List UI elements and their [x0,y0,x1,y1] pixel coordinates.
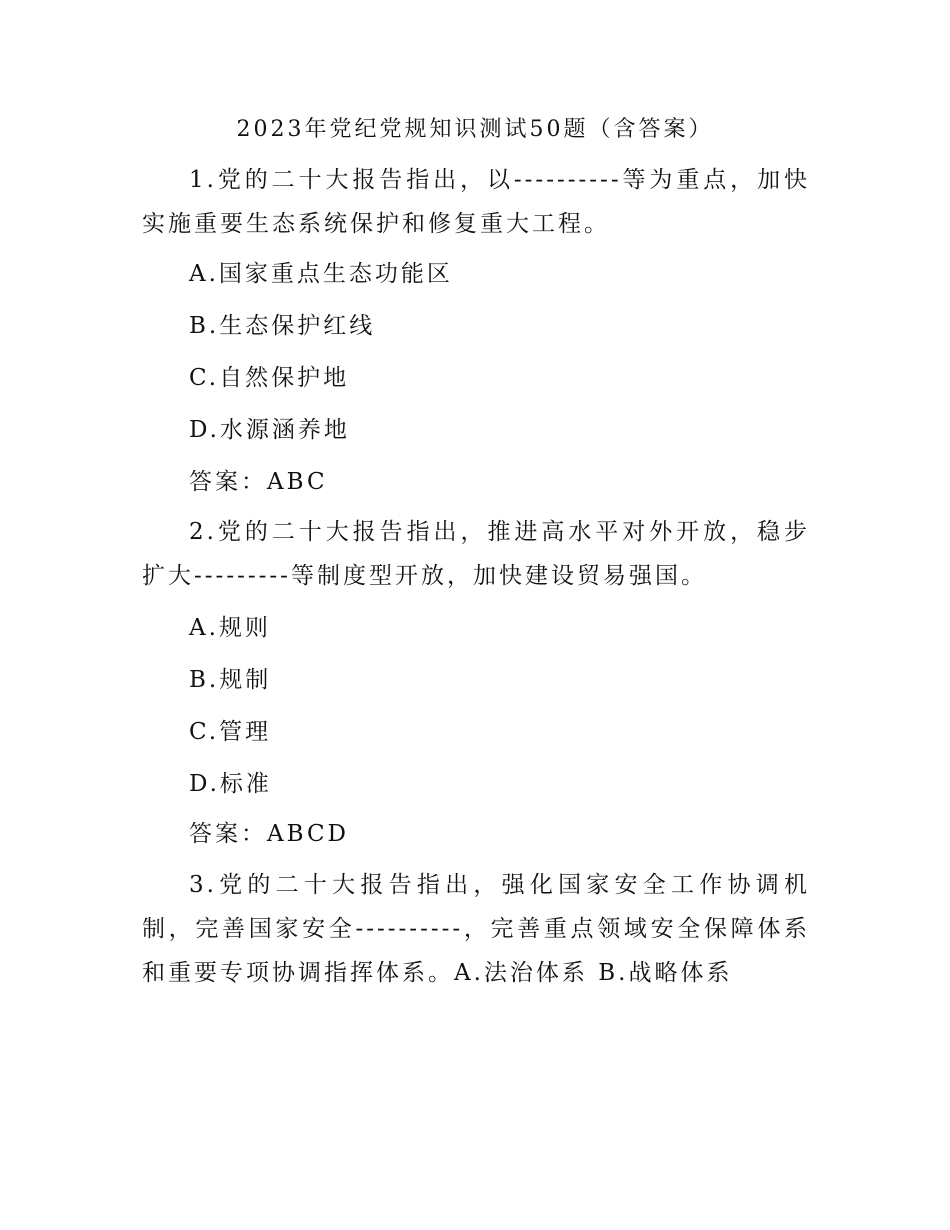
question-1-text: 1.党的二十大报告指出，以----------等为重点，加快实施重要生态系统保护和修复重大工程。 [142,167,810,237]
question-2-option-a: A.规则 [189,615,271,641]
question-2-option-c: C.管理 [189,719,272,745]
question-1-option-d: D.水源涵养地 [189,417,350,443]
document-title: 2023年党纪党规知识测试50题（含答案） [236,117,714,142]
question-2-text: 2.党的二十大报告指出，推进高水平对外开放，稳步扩大---------等制度型开放，加快建设贸易强国。 [142,519,810,589]
question-2-option-b: B.规制 [189,667,272,693]
question-1-option-a: A.国家重点生态功能区 [189,261,453,287]
question-1-option-c: C.自然保护地 [189,365,350,391]
question-2-option-d: D.标准 [189,771,272,797]
question-2-answer: 答案：ABCD [189,821,349,847]
question-1-answer: 答案：ABC [189,469,328,495]
question-3-text: 3.党的二十大报告指出，强化国家安全工作协调机制，完善国家安全----------，完善重点领域安全保障体系和重要专项协调指挥体系。A.法治体系 B.战略体系 [142,872,810,986]
question-1-option-b: B.生态保护红线 [189,313,376,339]
